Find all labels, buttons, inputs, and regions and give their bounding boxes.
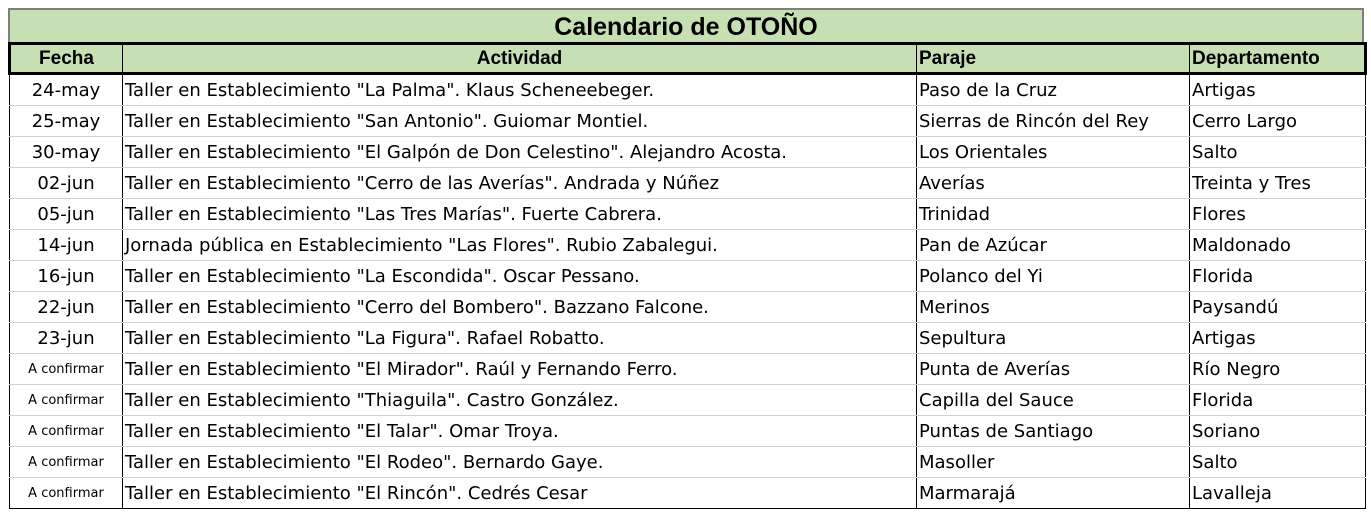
cell-paraje: Puntas de Santiago: [917, 416, 1190, 447]
cell-fecha: A confirmar: [10, 416, 123, 447]
cell-paraje: Polanco del Yi: [917, 261, 1190, 292]
table-row: [10, 230, 1366, 261]
cell-actividad: Taller en Establecimiento "Las Tres Marías". Fuerte Cabrera.: [123, 199, 917, 230]
cell-fecha: 25-may: [10, 106, 123, 137]
cell-departamento: Salto: [1190, 447, 1366, 478]
cell-departamento: Maldonado: [1190, 230, 1366, 261]
cell-paraje: Sierras de Rincón del Rey: [917, 106, 1190, 137]
cell-paraje: Masoller: [917, 447, 1190, 478]
cell-departamento: Paysandú: [1190, 292, 1366, 323]
header-actividad: Actividad: [123, 44, 917, 74]
header-fecha: Fecha: [10, 44, 123, 74]
cell-fecha: A confirmar: [10, 478, 123, 509]
cell-paraje: Paso de la Cruz: [917, 74, 1190, 106]
cell-actividad: Taller en Establecimiento "Thiaguila". Castro González.: [123, 385, 917, 416]
header-departamento: Departamento: [1190, 44, 1366, 74]
cell-paraje: Averías: [917, 168, 1190, 199]
cell-actividad: Taller en Establecimiento "La Escondida". Oscar Pessano.: [123, 261, 917, 292]
cell-fecha: 16-jun: [10, 261, 123, 292]
cell-departamento: Artigas: [1190, 74, 1366, 106]
cell-paraje: Marmarajá: [917, 478, 1190, 509]
table-row: [10, 74, 1366, 106]
table-row: [10, 354, 1366, 385]
cell-departamento: Florida: [1190, 261, 1366, 292]
table-row: [10, 106, 1366, 137]
cell-actividad: Taller en Establecimiento "Cerro del Bombero". Bazzano Falcone.: [123, 292, 917, 323]
cell-actividad: Taller en Establecimiento "Cerro de las Averías". Andrada y Núñez: [123, 168, 917, 199]
header-row: [10, 44, 1366, 74]
cell-departamento: Río Negro: [1190, 354, 1366, 385]
cell-actividad: Taller en Establecimiento "El Talar". Omar Troya.: [123, 416, 917, 447]
cell-actividad: Taller en Establecimiento "El Mirador". Raúl y Fernando Ferro.: [123, 354, 917, 385]
table-row: [10, 416, 1366, 447]
table-row: [10, 168, 1366, 199]
cell-departamento: Salto: [1190, 137, 1366, 168]
cell-fecha: 22-jun: [10, 292, 123, 323]
cell-fecha: 02-jun: [10, 168, 123, 199]
cell-departamento: Cerro Largo: [1190, 106, 1366, 137]
cell-fecha: 30-may: [10, 137, 123, 168]
cell-departamento: Flores: [1190, 199, 1366, 230]
header-paraje: Paraje: [917, 44, 1190, 74]
table-row: [10, 323, 1366, 354]
cell-fecha: 05-jun: [10, 199, 123, 230]
sheet-title: Calendario de OTOÑO: [8, 8, 1364, 42]
cell-actividad: Taller en Establecimiento "La Figura". Rafael Robatto.: [123, 323, 917, 354]
table-row: [10, 261, 1366, 292]
table-row: [10, 385, 1366, 416]
cell-paraje: Pan de Azúcar: [917, 230, 1190, 261]
table-row: [10, 292, 1366, 323]
cell-actividad: Jornada pública en Establecimiento "Las Flores". Rubio Zabalegui.: [123, 230, 917, 261]
calendar-sheet: [8, 8, 1364, 509]
cell-fecha: 23-jun: [10, 323, 123, 354]
table-row: [10, 478, 1366, 509]
table-row: [10, 199, 1366, 230]
table-row: [10, 447, 1366, 478]
cell-actividad: Taller en Establecimiento "San Antonio". Guiomar Montiel.: [123, 106, 917, 137]
cell-fecha: A confirmar: [10, 354, 123, 385]
cell-paraje: Los Orientales: [917, 137, 1190, 168]
cell-actividad: Taller en Establecimiento "El Galpón de Don Celestino". Alejandro Acosta.: [123, 137, 917, 168]
cell-departamento: Artigas: [1190, 323, 1366, 354]
cell-actividad: Taller en Establecimiento "La Palma". Klaus Scheneebeger.: [123, 74, 917, 106]
cell-paraje: Trinidad: [917, 199, 1190, 230]
cell-departamento: Soriano: [1190, 416, 1366, 447]
cell-fecha: A confirmar: [10, 385, 123, 416]
cell-fecha: 14-jun: [10, 230, 123, 261]
cell-departamento: Lavalleja: [1190, 478, 1366, 509]
cell-paraje: Punta de Averías: [917, 354, 1190, 385]
cell-departamento: Treinta y Tres: [1190, 168, 1366, 199]
cell-fecha: 24-may: [10, 74, 123, 106]
cell-actividad: Taller en Establecimiento "El Rodeo". Bernardo Gaye.: [123, 447, 917, 478]
cell-paraje: Sepultura: [917, 323, 1190, 354]
calendar-table: [8, 42, 1367, 509]
cell-departamento: Florida: [1190, 385, 1366, 416]
table-row: [10, 137, 1366, 168]
cell-paraje: Capilla del Sauce: [917, 385, 1190, 416]
cell-paraje: Merinos: [917, 292, 1190, 323]
cell-fecha: A confirmar: [10, 447, 123, 478]
cell-actividad: Taller en Establecimiento "El Rincón". Cedrés Cesar: [123, 478, 917, 509]
